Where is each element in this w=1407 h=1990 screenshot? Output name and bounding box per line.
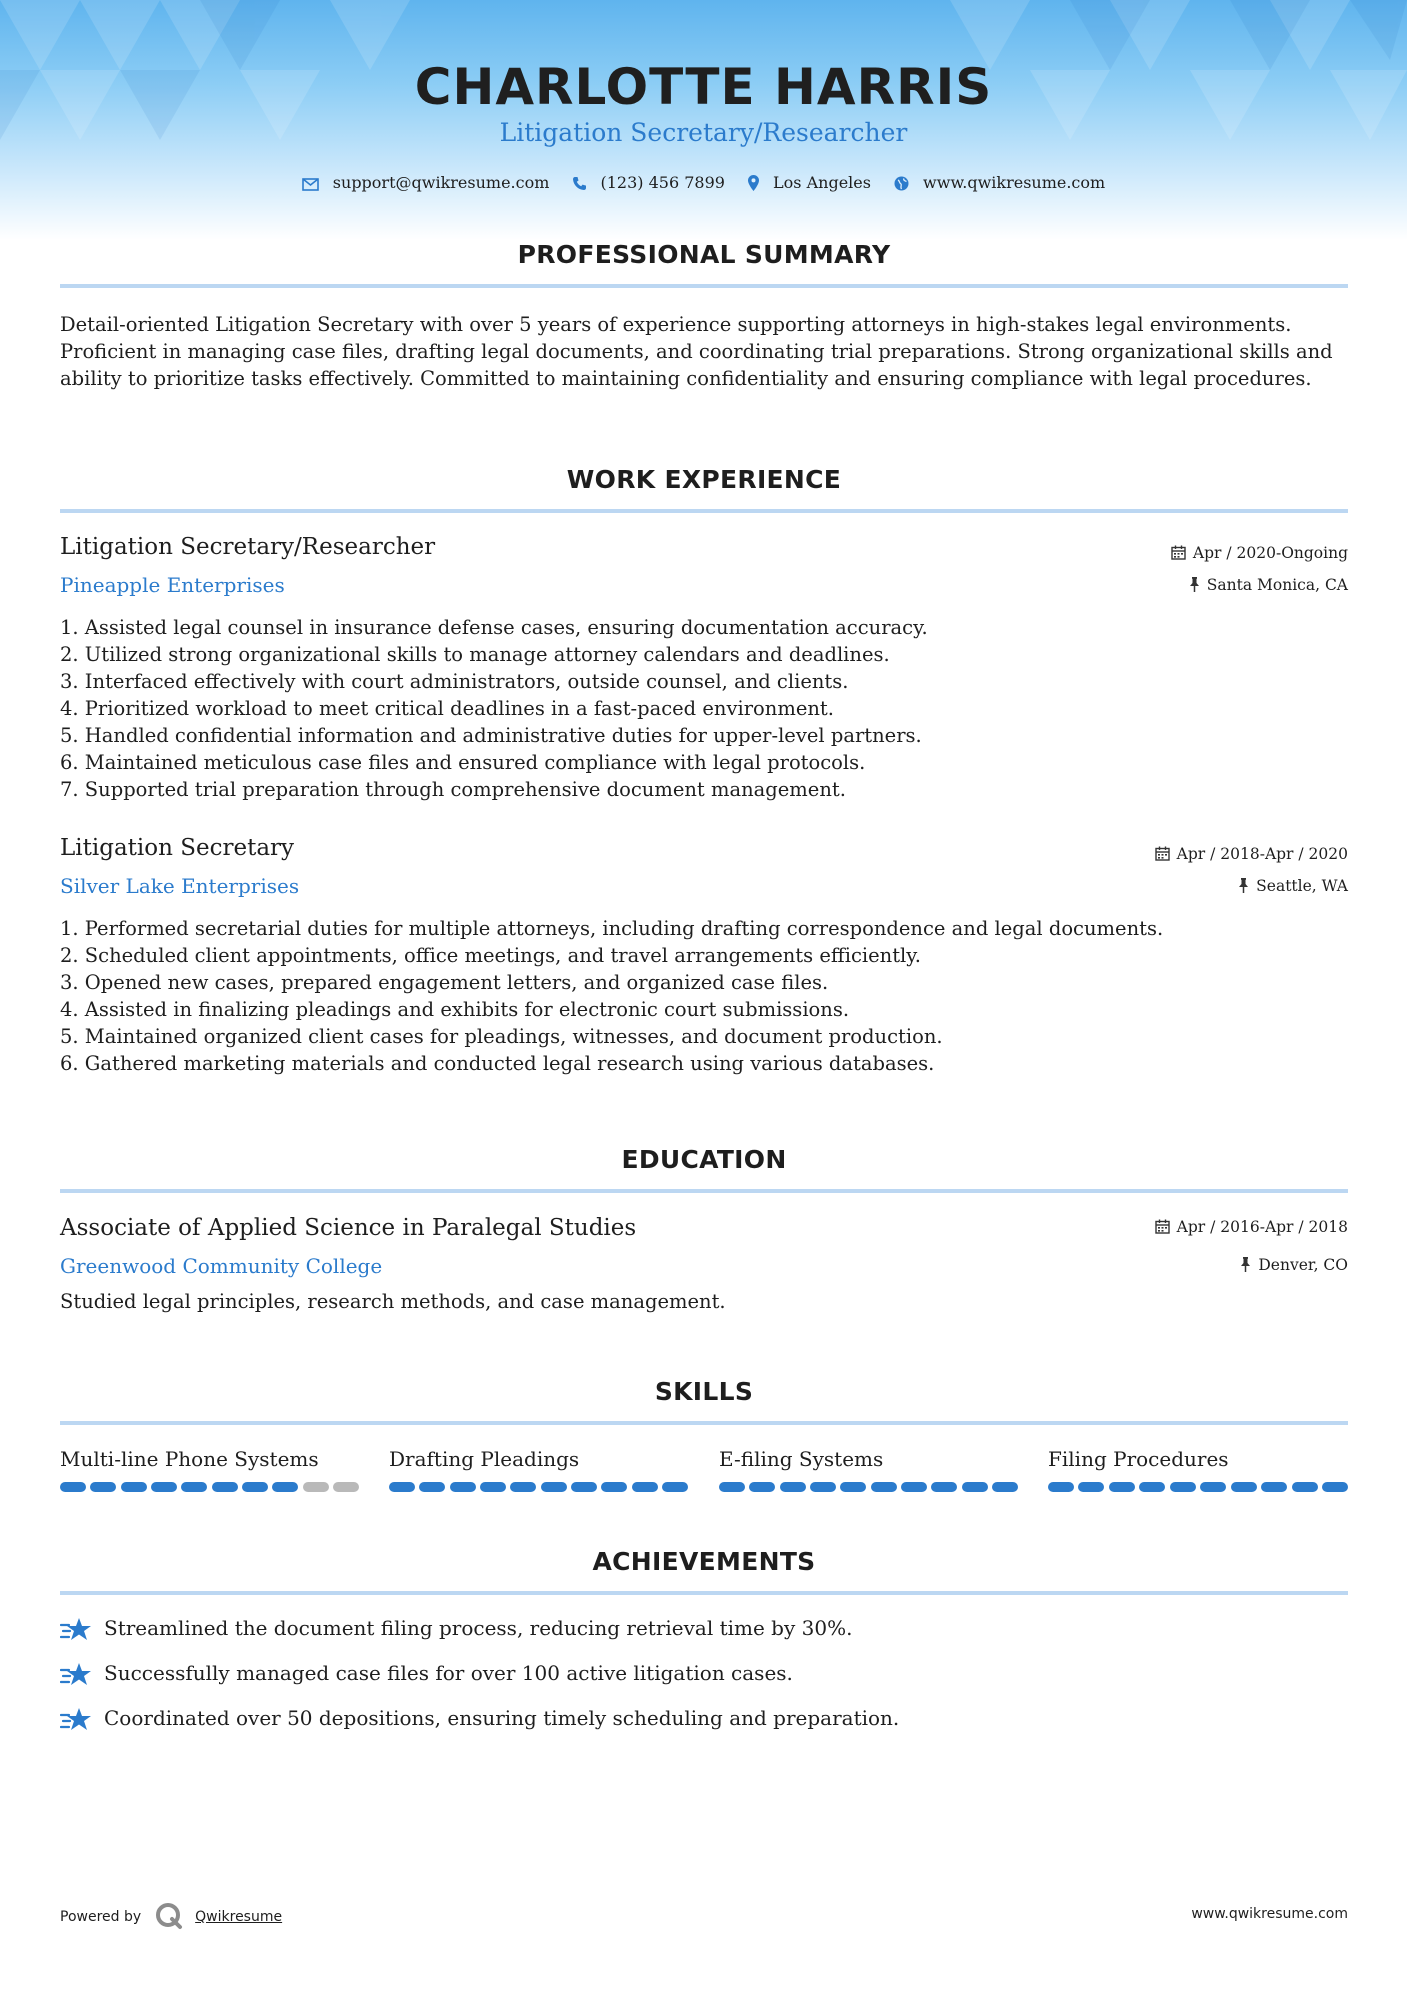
skill-name: E-filing Systems: [719, 1447, 884, 1471]
section-divider: [60, 1189, 1348, 1193]
calendar-icon: [1155, 846, 1170, 861]
skill-segment-filled: [1292, 1482, 1318, 1492]
achievement-item: [60, 1616, 852, 1642]
job-title: Litigation Secretary/Researcher: [60, 534, 436, 560]
candidate-name: CHARLOTTE HARRIS: [414, 58, 993, 116]
section-title-summary: PROFESSIONAL SUMMARY: [517, 240, 891, 269]
skill-segment-filled: [1078, 1482, 1104, 1492]
skill-segment-empty: [303, 1482, 329, 1492]
skill-segment-filled: [662, 1482, 688, 1492]
job-dates-text: Apr / 2020-Ongoing: [1192, 544, 1348, 562]
list-item: 2. Scheduled client appointments, office meetings, and travel arrangements efficiently.: [60, 944, 921, 967]
section-divider: [60, 1591, 1348, 1595]
list-item: 2. Utilized strong organizational skills to manage attorney calendars and deadlines.: [60, 643, 890, 666]
section-title-skills: SKILLS: [654, 1377, 754, 1406]
skill-segment-filled: [840, 1482, 866, 1492]
skill-level-bar: [389, 1482, 688, 1492]
list-item: 6. Maintained meticulous case files and ensured compliance with legal protocols.: [60, 751, 866, 774]
skill-segment-filled: [121, 1482, 147, 1492]
skill-segment-filled: [1322, 1482, 1348, 1492]
list-item: 3. Interfaced effectively with court administrators, outside counsel, and clients.: [60, 670, 849, 693]
job-location-text: Seattle, WA: [1256, 877, 1348, 895]
list-item: 4. Assisted in finalizing pleadings and exhibits for electronic court submissions.: [60, 998, 850, 1021]
section-title-education: EDUCATION: [621, 1145, 787, 1174]
footer-website[interactable]: www.qwikresume.com: [1191, 1906, 1348, 1922]
achievement-item: [60, 1661, 793, 1687]
calendar-icon: [1155, 1219, 1170, 1234]
skill-segment-filled: [780, 1482, 806, 1492]
qwikresume-logo-icon: [155, 1902, 183, 1934]
skill-segment-filled: [480, 1482, 506, 1492]
section-divider: [60, 284, 1348, 288]
job-title: Litigation Secretary: [60, 835, 295, 861]
achievement-text: Streamlined the document filing process, reducing retrieval time by 30%.: [104, 1616, 853, 1640]
phone-icon: [572, 176, 586, 191]
job-location: [1238, 877, 1348, 895]
skill-segment-filled: [901, 1482, 927, 1492]
footer-powered-by: [60, 1902, 282, 1934]
education-dates-text: Apr / 2016-Apr / 2018: [1176, 1218, 1348, 1236]
education-location-text: Denver, CO: [1258, 1256, 1348, 1274]
contact-bar: [0, 172, 1407, 192]
job-company: Pineapple Enterprises: [60, 573, 285, 597]
pin-icon: [1238, 878, 1249, 893]
qwikresume-link[interactable]: Qwikresume: [195, 1909, 283, 1925]
list-item: 4. Prioritized workload to meet critical deadlines in a fast-paced environment.: [60, 697, 834, 720]
star-icon: [60, 1706, 92, 1732]
job-duties-list: [60, 915, 1350, 1077]
pin-icon: [1189, 577, 1200, 592]
skill-segment-filled: [272, 1482, 298, 1492]
contact-website-text: www.qwikresume.com: [923, 173, 1106, 192]
skill-segment-filled: [1048, 1482, 1074, 1492]
skill-segment-filled: [571, 1482, 597, 1492]
skill-name: Drafting Pleadings: [389, 1447, 580, 1471]
education-description: Studied legal principles, research methods, and case management.: [60, 1290, 726, 1313]
job-dates: [1155, 845, 1348, 863]
list-item: 3. Opened new cases, prepared engagement letters, and organized case files.: [60, 971, 829, 994]
skill-segment-filled: [212, 1482, 238, 1492]
education-degree: Associate of Applied Science in Paralegal Studies: [60, 1215, 637, 1241]
list-item: 1. Performed secretarial duties for multiple attorneys, including drafting correspondence and legal documents.: [60, 917, 1164, 940]
candidate-role: Litigation Secretary/Researcher: [499, 118, 908, 147]
calendar-icon: [1171, 545, 1186, 560]
contact-location-text: Los Angeles: [773, 173, 871, 192]
skill-segment-filled: [181, 1482, 207, 1492]
skill-segment-filled: [810, 1482, 836, 1492]
achievement-text: Coordinated over 50 depositions, ensuring timely scheduling and preparation.: [104, 1706, 900, 1730]
envelope-icon: [302, 178, 319, 191]
list-item: 7. Supported trial preparation through comprehensive document management.: [60, 778, 846, 801]
job-dates-text: Apr / 2018-Apr / 2020: [1176, 845, 1348, 863]
job-location: [1189, 576, 1348, 594]
skill-segment-filled: [389, 1482, 415, 1492]
skill-level-bar: [719, 1482, 1018, 1492]
education-location: [1240, 1256, 1348, 1274]
achievement-text: Successfully managed case files for over 100 active litigation cases.: [104, 1661, 793, 1685]
contact-phone[interactable]: [572, 173, 724, 192]
list-item: 5. Handled confidential information and administrative duties for upper-level partners.: [60, 724, 922, 747]
education-dates: [1155, 1218, 1348, 1236]
skill-segment-filled: [962, 1482, 988, 1492]
contact-phone-text: (123) 456 7899: [600, 173, 725, 192]
skill-segment-filled: [632, 1482, 658, 1492]
contact-email-text: support@qwikresume.com: [332, 173, 550, 192]
skill-segment-filled: [749, 1482, 775, 1492]
job-dates: [1171, 544, 1348, 562]
skill-segment-filled: [60, 1482, 86, 1492]
star-icon: [60, 1661, 92, 1687]
globe-icon: [894, 176, 909, 191]
skill-segment-filled: [1231, 1482, 1257, 1492]
section-title-achievements: ACHIEVEMENTS: [592, 1547, 816, 1576]
skill-segment-filled: [450, 1482, 476, 1492]
section-title-experience: WORK EXPERIENCE: [566, 465, 842, 494]
achievement-item: [60, 1706, 899, 1732]
skill-segment-filled: [151, 1482, 177, 1492]
list-item: 5. Maintained organized client cases for pleadings, witnesses, and document production.: [60, 1025, 943, 1048]
contact-email[interactable]: [302, 173, 550, 192]
job-company: Silver Lake Enterprises: [60, 874, 300, 898]
skill-name: Multi-line Phone Systems: [60, 1447, 319, 1471]
map-marker-icon: [748, 175, 759, 191]
summary-text: Detail-oriented Litigation Secretary with over 5 years of experience supporting attorneys in high-stakes legal environments. Proficient in managing case files, drafting legal documents, and coordinating trial preparations. Strong organizational skills and ability to prioritize tasks effectively. Committed to maintaining confidentiality and ensuring compliance with legal procedures.: [60, 313, 1333, 390]
skill-segment-filled: [541, 1482, 567, 1492]
contact-website[interactable]: [894, 173, 1105, 192]
skill-segment-filled: [510, 1482, 536, 1492]
skill-segment-filled: [719, 1482, 745, 1492]
skill-segment-filled: [601, 1482, 627, 1492]
skill-segment-filled: [90, 1482, 116, 1492]
list-item: 1. Assisted legal counsel in insurance defense cases, ensuring documentation accuracy.: [60, 616, 928, 639]
section-divider: [60, 1421, 1348, 1425]
skill-segment-filled: [242, 1482, 268, 1492]
skill-segment-filled: [1109, 1482, 1135, 1492]
job-location-text: Santa Monica, CA: [1206, 576, 1348, 594]
skill-segment-filled: [419, 1482, 445, 1492]
skill-segment-filled: [992, 1482, 1018, 1492]
skill-segment-filled: [931, 1482, 957, 1492]
contact-location: [748, 173, 871, 192]
skill-segment-filled: [1139, 1482, 1165, 1492]
skill-name: Filing Procedures: [1048, 1447, 1229, 1471]
job-duties-list: [60, 614, 1350, 803]
skill-level-bar: [60, 1482, 359, 1492]
pin-icon: [1240, 1257, 1251, 1272]
skill-segment-filled: [871, 1482, 897, 1492]
list-item: 6. Gathered marketing materials and conducted legal research using various databases.: [60, 1052, 935, 1075]
skill-segment-empty: [333, 1482, 359, 1492]
skill-segment-filled: [1261, 1482, 1287, 1492]
skill-level-bar: [1048, 1482, 1348, 1492]
education-school: Greenwood Community College: [60, 1254, 383, 1278]
star-icon: [60, 1616, 92, 1642]
skill-segment-filled: [1200, 1482, 1226, 1492]
powered-by-label: Powered by: [60, 1909, 142, 1925]
skill-segment-filled: [1170, 1482, 1196, 1492]
section-divider: [60, 509, 1348, 513]
